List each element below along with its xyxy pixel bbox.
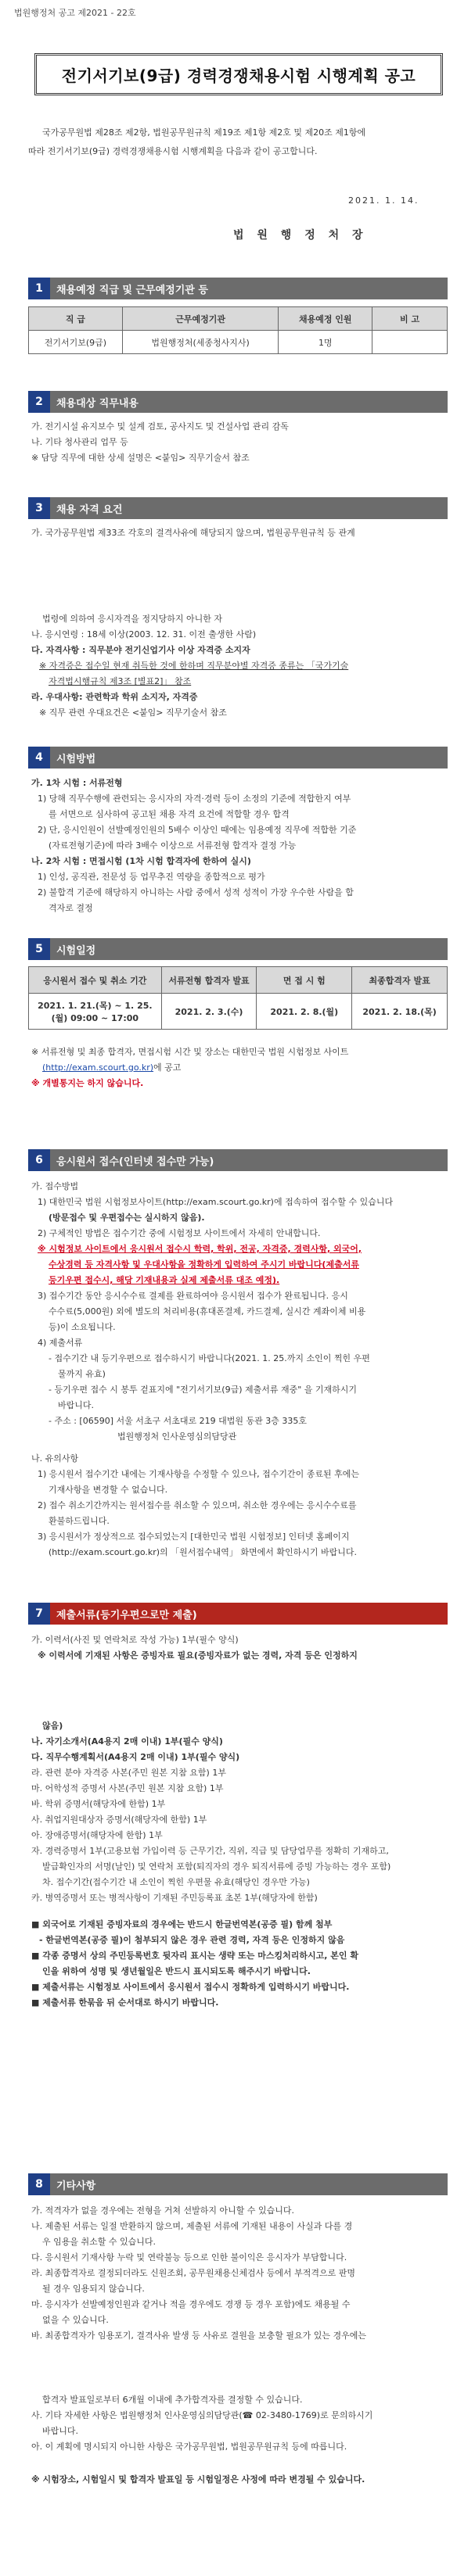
exam-site-link[interactable]: (http://exam.scourt.go.kr): [42, 1062, 154, 1073]
section-3-content: [31, 525, 448, 541]
text-line: 마. 어학성적 증명서 사본(주민 원본 지참 요함) 1부: [31, 1783, 224, 1793]
text-line: 될 경우 임용되지 않습니다.: [42, 2284, 145, 2294]
text-line: 나. 제출된 서류는 일절 반환하지 않으며, 제출된 서류에 기재된 내용이 사실과 다를 경: [31, 2221, 353, 2231]
section-title: 시험일정: [50, 938, 448, 960]
table-header: 비 고: [372, 307, 448, 331]
section-5-content: [31, 1044, 448, 1091]
text-line: 다. 직무수행계획서(A4용지 2매 이내) 1부(필수 양식): [31, 1752, 240, 1762]
table-cell: 2021. 2. 3.(수): [161, 994, 257, 1030]
text-line: 2) 접수 취소기간까지는 원서접수를 취소할 수 있으며, 취소한 경우에는 응시수수료를: [38, 1500, 357, 1510]
section-7-content-cont: [31, 1718, 448, 2011]
text-line: 발급확인자의 서명(날인) 및 연락처 포함(퇴직자의 경우 퇴직서류에 증빙 가능하는 경우 포함): [42, 1861, 391, 1872]
text-line: 카. 병역증명서 또는 병적사항이 기재된 주민등록표 초본 1부(해당자에 한함): [31, 1893, 318, 1903]
text-line: 법원행정처 인사운영심의담당관: [117, 1431, 237, 1442]
text-line: 2) 단, 응시인원이 선발예정인원의 5배수 이상인 때에는 임용예정 직무에 적합한 기준: [38, 825, 357, 835]
text-line: - 주소 : [06590] 서울 서초구 서초대로 219 대법원 동관 3층 335호: [49, 1416, 307, 1426]
text-line: 가. 전기시설 유지보수 및 설계 검토, 공사지도 및 건설사업 관리 감독: [31, 421, 289, 432]
text-line: 없을 수 있습니다.: [42, 2315, 109, 2325]
text-line: 바. 학위 증명서(해당자에 한함) 1부: [31, 1799, 166, 1809]
text-line: ※ 자격증은 접수일 현재 취득한 것에 한하며 직무분야별 자격증 종류는 「국가기술: [39, 661, 349, 671]
text-line: 등)이 소요됩니다.: [49, 1322, 116, 1332]
text-line: 가. 1차 시험 : 서류전형: [31, 778, 123, 788]
text-line: 바. 최종합격자가 임용포기, 결격사유 발생 등 사유로 결원을 보충할 필요가 있는 경우에는: [31, 2331, 366, 2341]
text-line: 가. 이력서(사진 및 연락처로 작성 가능) 1부(필수 양식): [31, 1635, 239, 1645]
text-line: (방문접수 및 우편접수는 실시하지 않음).: [49, 1213, 205, 1223]
text-line: ※ 시험정보 사이트에서 응시원서 접수시 학력, 학위, 전공, 자격증, 경력사항, 외국어,: [38, 1244, 362, 1254]
text-line: 합격자 발표일로부터 6개월 이내에 추가합격자를 결정할 수 있습니다.: [42, 2395, 303, 2405]
section-header-5: [28, 938, 448, 960]
section-4-content: [31, 776, 448, 916]
schedule-table: [28, 966, 448, 1030]
table-header: 채용예정 인원: [279, 307, 372, 331]
section-title: 제출서류(등기우편으로만 제출): [50, 1603, 448, 1625]
text-line: 2) 불합격 기준에 해당하지 아니하는 사람 중에서 성적 성적이 가장 우수한 사람을 합: [38, 887, 354, 897]
text-line: 바랍니다.: [58, 1400, 95, 1410]
section-number: 3: [28, 497, 50, 519]
text-line: 나. 2차 시험 : 면접시험 (1차 시험 합격자에 한하여 실시): [31, 856, 251, 866]
section-title: 응시원서 접수(인터넷 접수만 가능): [50, 1149, 448, 1171]
text-line: 격자로 결정: [49, 903, 93, 913]
section-header-8: [28, 2173, 448, 2195]
text-line: 4) 제출서류: [38, 1338, 83, 1348]
text-line: 수상경력 등 자격사항 및 우대사항을 정확하게 입력하여 주시기 바랍니다(제출서류: [49, 1259, 359, 1270]
text-line: 라. 우대사항: 관련학과 학위 소지자, 자격증: [31, 692, 198, 702]
table-header: 면 접 시 험: [257, 967, 352, 994]
text-line: 바랍니다.: [42, 2426, 79, 2436]
issuing-authority: 법 원 행 정 처 장: [233, 229, 368, 242]
table-header: 서류전형 합격자 발표: [161, 967, 257, 994]
text-line: 수수료(5,000원) 외에 별도의 처리비용(휴대폰결제, 카드결제, 실시간 계좌이체 비용: [49, 1306, 366, 1317]
text-line: 3) 접수기간 동안 응시수수료 결제를 완료하여야 응시원서 접수가 완료됩니다. 응시: [38, 1291, 348, 1301]
text-line: 나. 기타 청사관리 업무 등: [31, 437, 128, 447]
text-line: ※ 시험장소, 시험일시 및 합격자 발표일 등 시험일정은 사정에 따라 변경될 수 있습니다.: [31, 2474, 365, 2485]
table-cell: 2021. 1. 21.(목) ~ 1. 25.(월) 09:00 ~ 17:00: [29, 994, 162, 1030]
intro-line: 국가공무원법 제28조 제2항, 법원공무원규칙 제19조 제1항 제2호 및 제20조 제1항에: [42, 127, 366, 138]
section-title: 채용대상 직무내용: [50, 391, 448, 413]
section-header-3: [28, 497, 448, 519]
text-line: 않음): [42, 1721, 63, 1731]
section-number: 6: [28, 1149, 50, 1171]
section-8-content-cont: [31, 2392, 448, 2488]
text-line: 우 임용을 취소할 수 있습니다.: [42, 2237, 156, 2247]
text-line: - 한글번역본(공증 필)이 첨부되지 않은 경우 관련 경력, 자격 등은 인정하지 않음: [39, 1935, 345, 1945]
text-line: ■ 제출서류는 시험정보 사이트에서 응시원서 접수시 정확하게 입력하시기 바랍니다.: [31, 1982, 350, 1992]
page-title: 전기서기보(9급) 경력경쟁채용시험 시행계획 공고: [61, 66, 416, 85]
table-header: 근무예정기관: [122, 307, 279, 331]
text-line: 가. 국가공무원법 제33조 각호의 결격사유에 해당되지 않으며, 법원공무원규칙 등 관계: [31, 528, 355, 538]
text-line: 3) 응시원서가 정상적으로 접수되었는지 [대한민국 법원 시험정보] 인터넷 홈페이지: [38, 1532, 350, 1542]
text-line: 1) 당해 직무수행에 관련되는 응시자의 자격·경력 등이 소정의 기준에 적합한지 여부: [38, 794, 351, 804]
text-line: 가. 적격자가 없을 경우에는 전형을 거쳐 선발하지 아니할 수 있습니다.: [31, 2205, 294, 2216]
text-line: 라. 최종합격자로 결정되더라도 신원조회, 공무원채용신체검사 등에서 부적격으로 판명: [31, 2268, 356, 2278]
section-title: 시험방법: [50, 747, 448, 769]
text-line: 다. 응시원서 기재사항 누락 및 연락불능 등으로 인한 불이익은 응시자가 부담합니다.: [31, 2252, 347, 2263]
text-line: 마. 응시자가 선발예정인원과 같거나 적을 경우에도 경쟁 등 경우 포함)에도 채용될 수: [31, 2299, 351, 2309]
text-line: 가. 접수방법: [31, 1181, 79, 1191]
intro-line: 따라 전기서기보(9급) 경력경쟁채용시험 시행계획을 다음과 같이 공고합니다.: [28, 146, 318, 156]
section-number: 2: [28, 391, 50, 413]
announcement-date: 2021. 1. 14.: [348, 195, 419, 206]
title-box: [34, 53, 443, 95]
text-line: 나. 응시연령 : 18세 이상(2003. 12. 31. 이전 출생한 사람): [31, 629, 257, 640]
section-2-content: [31, 419, 448, 466]
text-line: 사. 기타 자세한 사항은 법원행정처 인사운영심의담당관(☎ 02-3480-1769)로 문의하시기: [31, 2410, 373, 2420]
table-header: 응시원서 접수 및 취소 기간: [29, 967, 162, 994]
table-cell: 2021. 2. 18.(목): [352, 994, 448, 1030]
section-number: 1: [28, 278, 50, 299]
position-table: [28, 306, 448, 354]
section-number: 7: [28, 1603, 50, 1625]
text-line: 나. 유의사항: [31, 1453, 79, 1464]
text-line: (http://exam.scourt.go.kr)의 「원서접수내역」 화면에서 확인하시기 바랍니다.: [49, 1547, 358, 1557]
section-header-7: [28, 1603, 448, 1625]
document-number: 법원행정처 공고 제2021 - 22호: [14, 8, 136, 18]
text-line: 인을 위하여 성명 및 생년월일은 반드시 표시되도록 해주시기 바랍니다.: [42, 1966, 311, 1976]
intro-text: [28, 124, 448, 161]
text-line: ■ 외국어로 기재된 증빙자료의 경우에는 반드시 한글번역본(공증 필) 함께 첨부: [31, 1919, 333, 1929]
text-line: 에 공고: [153, 1062, 182, 1073]
section-header-2: [28, 391, 448, 413]
text-line: ※ 개별통지는 하지 않습니다.: [31, 1078, 144, 1088]
text-line: 아. 이 계획에 명시되지 아니한 사항은 국가공무원법, 법원공무원규칙 등에 따릅니다.: [31, 2442, 347, 2452]
section-number: 8: [28, 2173, 50, 2195]
text-line: - 등기우편 접수 시 봉투 겉표지에 "전기서기보(9급) 제출서류 재중" 을 기재하시기: [49, 1385, 358, 1395]
text-line: 물까지 유효): [58, 1369, 106, 1379]
section-3-content-cont: [31, 611, 448, 721]
section-number: 4: [28, 747, 50, 769]
section-header-6: [28, 1149, 448, 1171]
text-line: 자격법시행규칙 제3조 [별표2]」 참조: [49, 676, 192, 686]
section-title: 기타사항: [50, 2173, 448, 2195]
text-line: ※ 직무 관련 우대요건은 <붙임> 직무기술서 참조: [39, 708, 227, 718]
table-cell: 법원행정처(세종청사지사): [122, 331, 279, 354]
section-title: 채용예정 직급 및 근무예정기관 등: [50, 278, 448, 299]
text-line: 를 서면으로 심사하여 공고된 채용 자격 요건에 적합할 경우 합격: [49, 809, 290, 819]
table-cell: [372, 331, 448, 354]
text-line: 등기우편 접수시, 해당 기재내용과 실제 제출서류 대조 예정).: [49, 1275, 280, 1285]
text-line: ■ 각종 증명서 상의 주민등록번호 뒷자리 표시는 생략 또는 마스킹처리하시고, 본인 확: [31, 1951, 358, 1961]
text-line: 차. 접수기간(접수기간 내 소인이 찍힌 우편물 유효(해당인 경우만 가능): [42, 1877, 310, 1887]
text-line: 1) 인성, 공직관, 전문성 등 업무추진 역량을 종합적으로 평가: [38, 872, 265, 882]
text-line: ※ 담당 직무에 대한 상세 설명은 <붙임> 직무기술서 참조: [31, 453, 250, 463]
text-line: 1) 대한민국 법원 시험정보사이트(http://exam.scourt.go.kr)에 접속하여 접수할 수 있습니다: [38, 1197, 394, 1207]
section-7-content: [31, 1632, 448, 1664]
text-line: 다. 자격사항 : 직무분야 전기신업기사 이상 자격증 소지자: [31, 645, 250, 655]
text-line: 라. 관련 분야 자격증 사본(주민 원본 지참 요함) 1부: [31, 1768, 226, 1778]
table-header: 직 급: [29, 307, 123, 331]
table-cell: 2021. 2. 8.(월): [257, 994, 352, 1030]
text-line: 아. 장애증명서(해당자에 한함) 1부: [31, 1830, 163, 1840]
text-line: ※ 서류전형 및 최종 합격자, 면접시험 시간 및 장소는 대한민국 법원 시험정보 사이트: [31, 1047, 349, 1057]
text-line: - 접수기간 내 등기우편으로 접수하시기 바랍니다(2021. 1. 25.까지 소인이 찍힌 우편: [49, 1353, 370, 1363]
table-header: 최종합격자 발표: [352, 967, 448, 994]
text-line: 2) 구체적인 방법은 접수기간 중에 시험정보 사이트에서 자세히 안내합니다.: [38, 1228, 321, 1238]
text-line: ※ 이력서에 기재된 사항은 증빙자료 필요(증빙자료가 없는 경력, 자격 등은 인정하지: [38, 1650, 358, 1661]
text-line: ■ 제출서류 한묶음 뒤 순서대로 하시기 바랍니다.: [31, 1997, 219, 2008]
section-number: 5: [28, 938, 50, 960]
text-line: 기재사항을 변경할 수 없습니다.: [49, 1485, 168, 1495]
text-line: 사. 취업지원대상자 증명서(해당자에 한함) 1부: [31, 1815, 207, 1825]
text-line: (자료전형기준)에 따라 3배수 이상으로 서류전형 합격자 결정 가능: [49, 840, 297, 851]
section-header-1: [28, 278, 448, 299]
section-title: 채용 자격 요건: [50, 497, 448, 519]
table-cell: 전기서기보(9급): [29, 331, 123, 354]
section-8-content: [31, 2203, 448, 2344]
text-line: 나. 자기소개서(A4용지 2매 이내) 1부(필수 양식): [31, 1736, 223, 1747]
text-line: 1) 응시원서 접수기간 내에는 기재사항을 수정할 수 있으나, 접수기간이 종료된 후에는: [38, 1469, 360, 1479]
text-line: 자. 경력증명서 1부(고용보험 가입이력 등 근무기간, 직위, 직급 및 담당업무를 정확히 기재하고,: [31, 1846, 389, 1856]
text-line: 환불하드립니다.: [49, 1516, 110, 1526]
table-cell: 1명: [279, 331, 372, 354]
text-line: 법령에 의하여 응시자격을 정지당하지 아니한 자: [42, 614, 223, 624]
section-6-content: [31, 1179, 448, 1560]
section-header-4: [28, 747, 448, 769]
